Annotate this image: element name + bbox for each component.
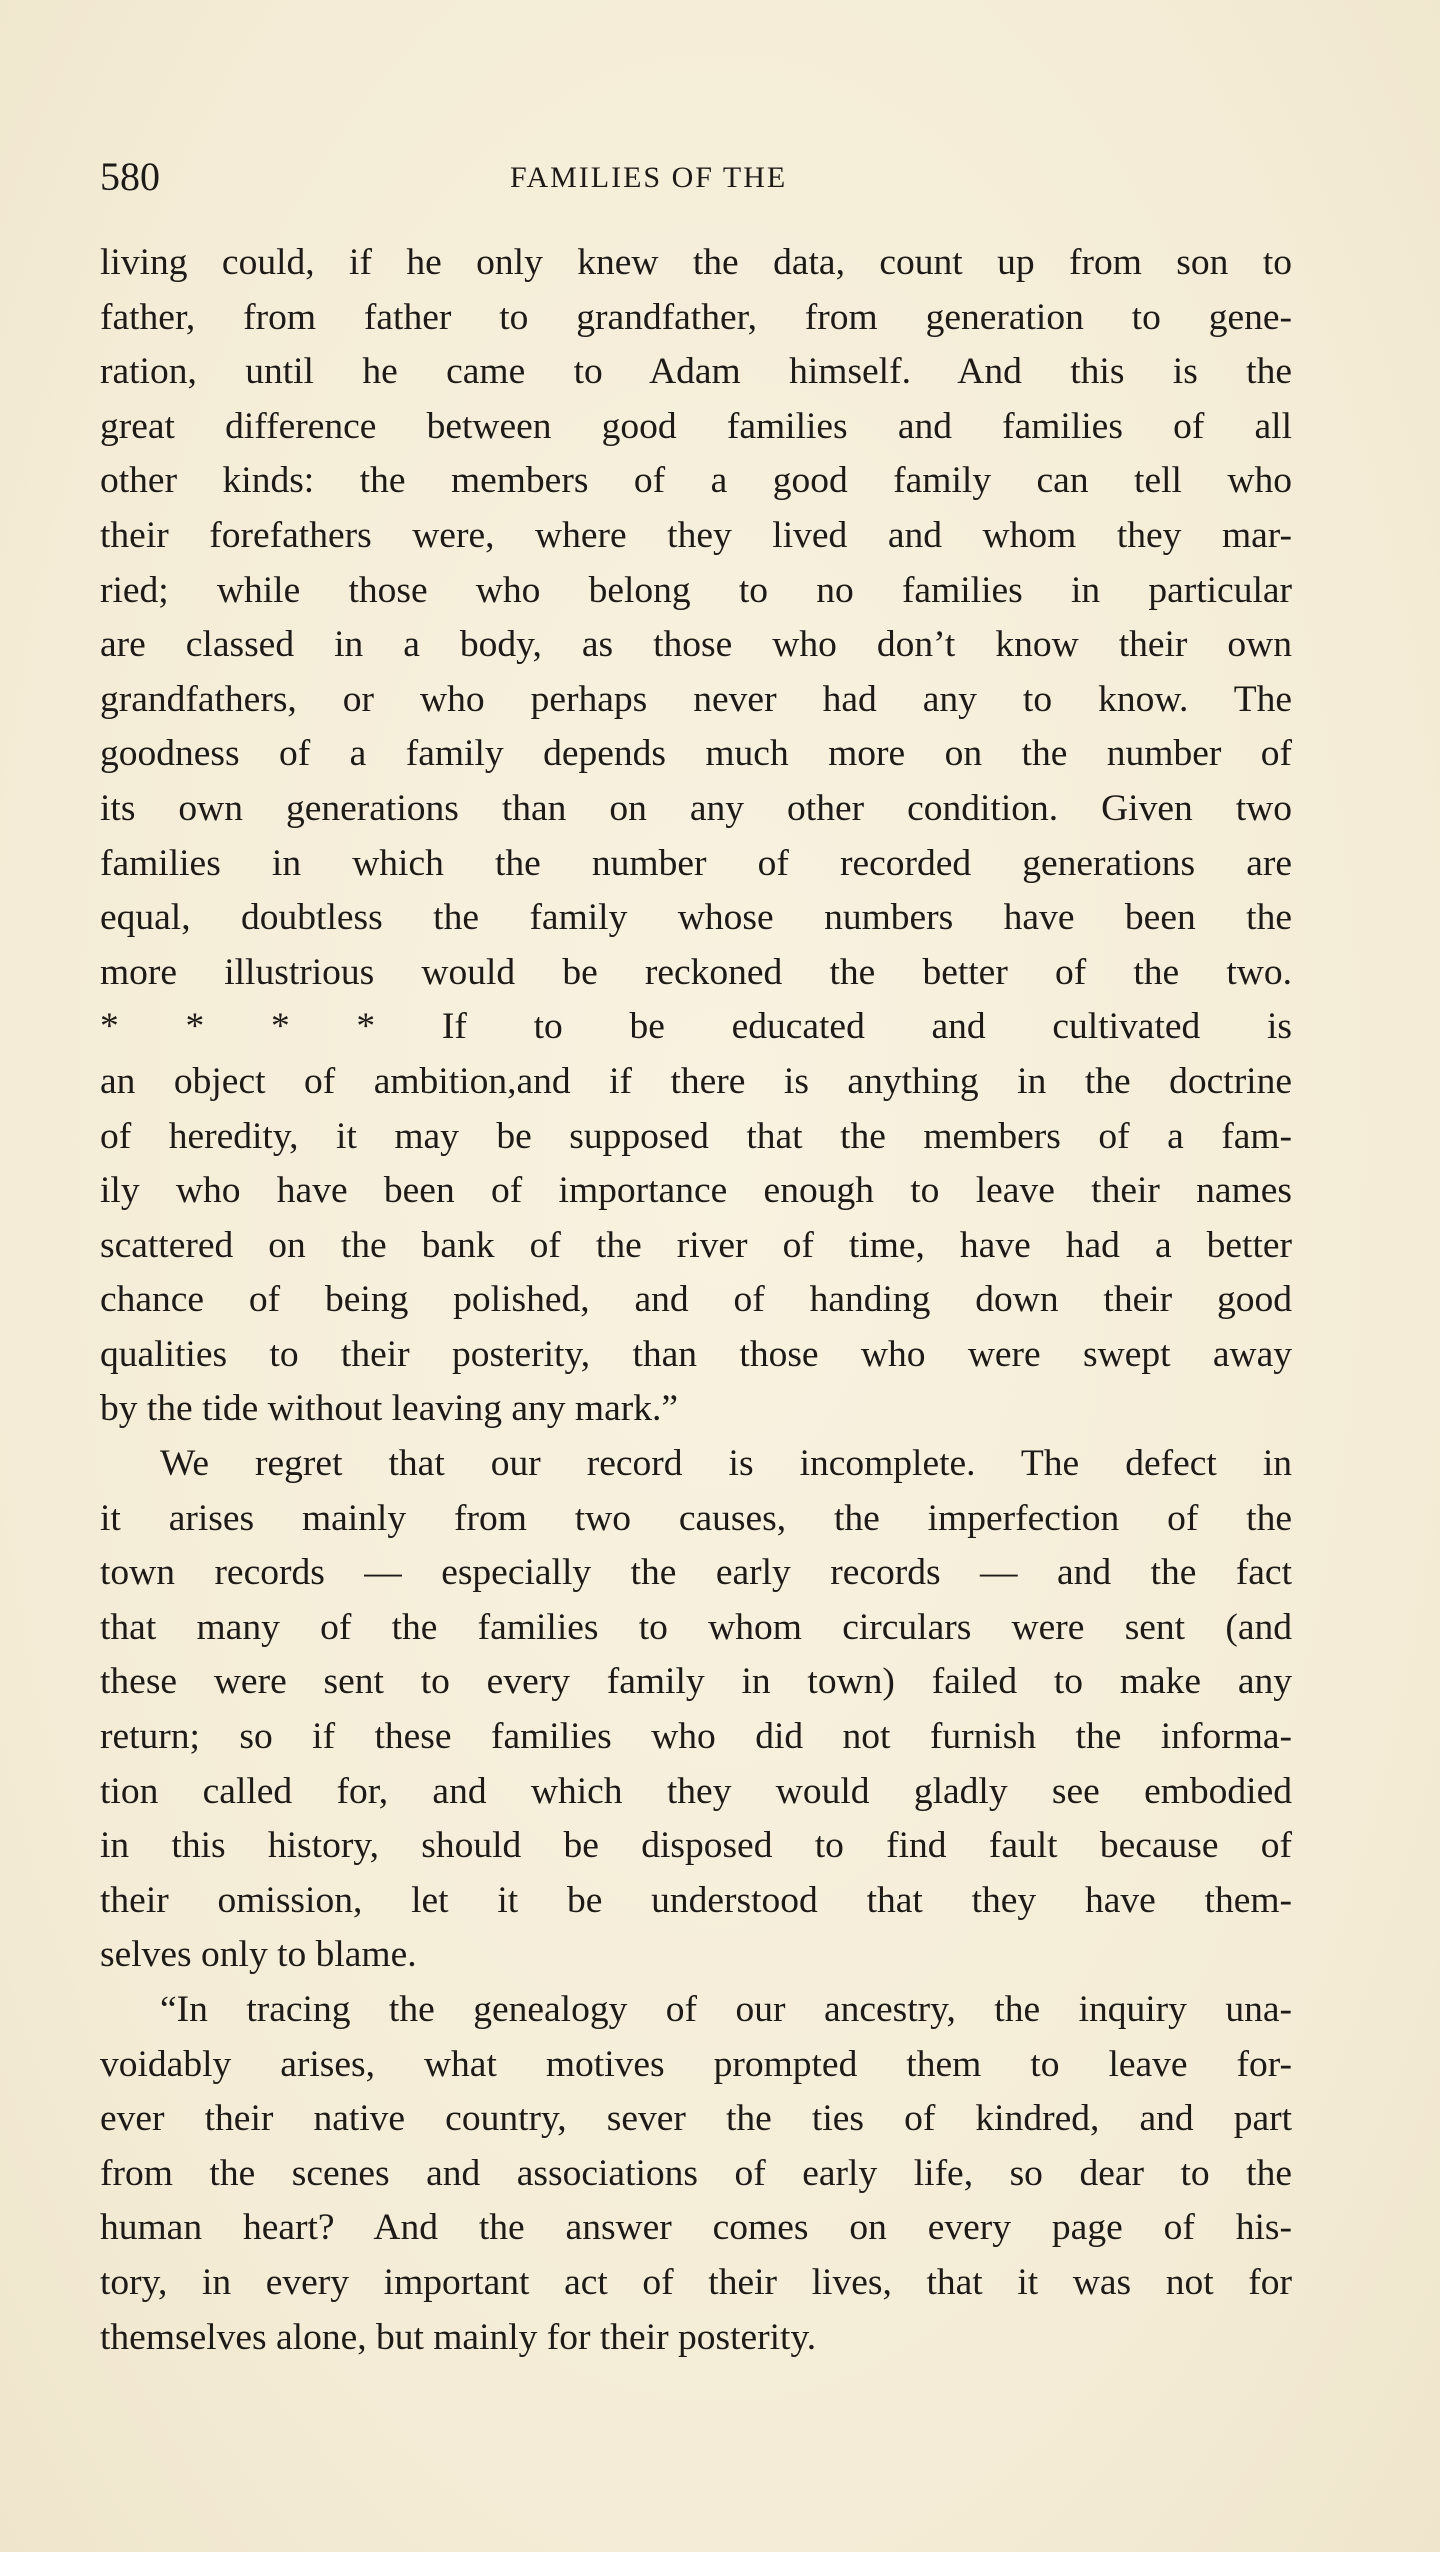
text-line: more illustrious would be reckoned the better of the two.	[100, 951, 1292, 993]
text-line: ily who have been of importance enough to leave their names	[100, 1170, 1292, 1212]
body-text	[100, 236, 1292, 2365]
text-line: in this history, should be disposed to find fault because of	[100, 1825, 1292, 1867]
text-line: “In tracing the genealogy of our ancestry, the inquiry una-	[160, 1989, 1292, 2030]
text-line: their forefathers were, where they lived and whom they mar-	[100, 514, 1292, 556]
text-line: it arises mainly from two causes, the imperfection of the	[100, 1497, 1292, 1539]
text-line: its own generations than on any other condition. Given two	[100, 787, 1292, 829]
text-line: their omission, let it be understood that they have them-	[100, 1879, 1292, 1921]
text-line: an object of ambition,and if there is anything in the doctrine	[100, 1060, 1292, 1102]
text-line: return; so if these families who did not furnish the informa-	[100, 1716, 1292, 1758]
text-line: equal, doubtless the family whose numbers have been the	[100, 897, 1292, 939]
text-line: ever their native country, sever the ties of kindred, and part	[100, 2098, 1292, 2140]
page-number: 580	[100, 154, 160, 199]
text-line: these were sent to every family in town) failed to make any	[100, 1661, 1292, 1703]
text-line: of heredity, it may be supposed that the members of a fam-	[100, 1115, 1292, 1157]
text-line: tory, in every important act of their lives, that it was not for	[100, 2261, 1292, 2303]
text-line: town records — especially the early records — and the fact	[100, 1552, 1292, 1594]
text-line: ration, until he came to Adam himself. And this is the	[100, 351, 1292, 393]
text-line: grandfathers, or who perhaps never had any to know. The	[100, 678, 1292, 720]
text-line: from the scenes and associations of early life, so dear to the	[100, 2152, 1292, 2194]
text-line: goodness of a family depends much more on the number of	[100, 733, 1292, 775]
text-line: chance of being polished, and of handing down their good	[100, 1279, 1292, 1321]
text-line: voidably arises, what motives prompted them to leave for-	[100, 2043, 1292, 2085]
text-line: living could, if he only knew the data, count up from son to	[100, 242, 1292, 283]
text-line: that many of the families to whom circulars were sent (and	[100, 1606, 1292, 1648]
running-head: FAMILIES OF THE	[510, 161, 788, 194]
text-line: selves only to blame.	[100, 1934, 417, 1976]
text-line: qualities to their posterity, than those who were swept away	[100, 1333, 1292, 1375]
text-line: themselves alone, but mainly for their posterity.	[100, 2316, 817, 2358]
page-header	[100, 152, 1300, 202]
text-line: scattered on the bank of the river of time, have had a better	[100, 1224, 1292, 1266]
text-line: by the tide without leaving any mark.”	[100, 1388, 678, 1430]
text-line: ried; while those who belong to no families in particular	[100, 569, 1292, 611]
text-line: tion called for, and which they would gladly see embodied	[100, 1770, 1292, 1812]
text-line: great difference between good families and families of all	[100, 405, 1292, 447]
text-line: families in which the number of recorded generations are	[100, 842, 1292, 884]
text-line: other kinds: the members of a good family can tell who	[100, 460, 1292, 502]
text-line: * * * * If to be educated and cultivated is	[100, 1006, 1292, 1048]
text-line: are classed in a body, as those who don’t know their own	[100, 624, 1292, 666]
text-line: human heart? And the answer comes on every page of his-	[100, 2207, 1292, 2249]
text-line: father, from father to grandfather, from generation to gene-	[100, 296, 1292, 338]
text-line: We regret that our record is incomplete. The defect in	[160, 1443, 1292, 1485]
